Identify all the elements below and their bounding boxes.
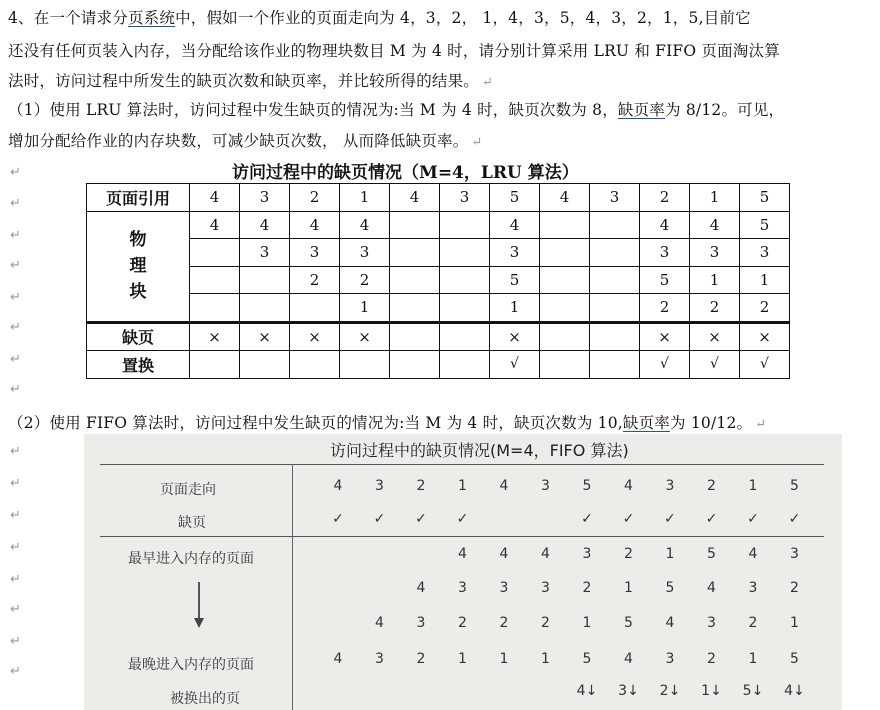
- question-line-2: 还没有任何页装入内存，当分配给该作业的物理块数目 M 为 4 时，请分别计算采用 LRU 和 FIFO 页面淘汰算: [8, 42, 780, 60]
- return-mark: ↵: [10, 602, 21, 617]
- fifo-page-cell: 5: [582, 478, 592, 494]
- fifo-memory-cell: 1: [582, 615, 592, 631]
- fifo-memory-cell: 5: [582, 651, 592, 667]
- return-mark: ↵: [10, 352, 21, 367]
- fifo-memory-cell: 4: [375, 615, 384, 631]
- return-mark: ↵: [10, 508, 21, 523]
- fifo-memory-cell: 3: [665, 651, 675, 667]
- fifo-memory-cell: 1: [748, 651, 758, 667]
- lru-fault-label: 缺页: [87, 322, 190, 351]
- lru-replace-cell: √: [490, 351, 540, 379]
- lru-block-cell: 1: [490, 294, 540, 323]
- lru-fault-cell: ×: [640, 322, 690, 351]
- lru-block-cell: 1: [690, 266, 740, 294]
- lru-block-cell: 3: [740, 239, 790, 267]
- fifo-memory-cell: 4: [458, 546, 467, 562]
- fifo-memory-cell: 1: [499, 651, 509, 667]
- fifo-memory-cell: 1: [790, 615, 799, 631]
- return-mark: ↵: [10, 664, 21, 679]
- lru-replace-cell: [590, 351, 640, 379]
- fifo-evicted-cell: 3↓: [618, 683, 639, 699]
- fifo-fault-cell: ✓: [332, 511, 344, 527]
- fifo-page-cell: 4: [333, 478, 343, 494]
- lru-block-cell: [540, 294, 590, 323]
- lru-replace-cell: [240, 351, 290, 379]
- lru-block-cell: 5: [740, 211, 790, 239]
- lru-block-cell: 4: [640, 211, 690, 239]
- lru-block-cell: 4: [290, 211, 340, 239]
- fifo-memory-cell: 3: [790, 546, 799, 562]
- lru-answer-line-1: [8, 98, 784, 120]
- lru-block-cell: [440, 211, 490, 239]
- return-mark: ↵: [10, 228, 21, 243]
- fifo-page-cell: 1: [458, 478, 467, 494]
- fifo-memory-cell: 1: [458, 651, 467, 667]
- lru-ref-cell: 3: [240, 184, 290, 212]
- fifo-memory-cell: 2: [541, 615, 550, 631]
- fifo-memory-cell: 3: [748, 580, 758, 596]
- table-rule: [100, 464, 824, 465]
- return-mark: ↵: [10, 196, 21, 211]
- lru-fault-row: [87, 322, 790, 351]
- fifo-memory-cell: 2: [458, 615, 467, 631]
- return-mark: ↵: [10, 476, 21, 491]
- fifo-row-label-earliest: 最早进入内存的页面: [128, 551, 254, 567]
- fifo-memory-cell: 2: [416, 651, 426, 667]
- lru-block-cell: [440, 294, 490, 323]
- return-mark: ↵: [10, 290, 21, 305]
- table-rule: [292, 464, 293, 710]
- lru-block-cell: [190, 239, 240, 267]
- fifo-fault-cell: ✓: [373, 511, 386, 527]
- lru-ref-cell: 5: [490, 184, 540, 212]
- lru-block-cell: [540, 211, 590, 239]
- lru-block-row: [87, 239, 790, 267]
- lru-block-cell: [590, 211, 640, 239]
- question-text: 4、在一个请求分: [8, 9, 128, 27]
- fifo-row-label-latest: 最晚进入内存的页面: [128, 657, 254, 673]
- lru-replace-cell: [340, 351, 390, 379]
- fifo-answer-line: [8, 411, 766, 433]
- fifo-memory-cell: 5: [624, 615, 633, 631]
- fifo-memory-cell: 4: [333, 651, 343, 667]
- question-text: 法时，访问过程中所发生的缺页次数和缺页率，并比较所得的结果。: [8, 72, 480, 90]
- lru-block-cell: [590, 294, 640, 323]
- fifo-memory-cell: 3: [541, 580, 550, 596]
- fifo-evicted-cell: 1↓: [701, 683, 722, 699]
- fifo-memory-cell: 3: [707, 615, 716, 631]
- lru-block-cell: [290, 294, 340, 323]
- lru-fault-cell: ×: [490, 322, 540, 351]
- lru-replace-cell: √: [740, 351, 790, 379]
- fifo-memory-cell: 4: [541, 546, 550, 562]
- question-line-1: [8, 6, 751, 28]
- lru-block-cell: [240, 266, 290, 294]
- answer-text: （1）使用 LRU 算法时，访问过程中发生缺页的情况为:当 M 为 4 时，缺页次数为 8，: [8, 101, 618, 119]
- lru-fault-cell: ×: [240, 322, 290, 351]
- lru-ref-cell: 3: [440, 184, 490, 212]
- lru-block-cell: 1: [740, 266, 790, 294]
- lru-replace-label: 置换: [87, 351, 190, 379]
- lru-replace-row: [87, 351, 790, 379]
- lru-block-cell: 4: [690, 211, 740, 239]
- return-mark: ↵: [10, 444, 21, 459]
- answer-text: 为 10/12。: [670, 414, 753, 432]
- lru-block-cell: 3: [290, 239, 340, 267]
- fifo-memory-cell: 5: [790, 651, 799, 667]
- fifo-memory-cell: 4: [624, 651, 633, 667]
- fifo-memory-cell: 3: [582, 546, 592, 562]
- fifo-memory-cell: 1: [665, 546, 675, 562]
- fifo-evicted-cell: 2↓: [659, 683, 681, 699]
- lru-block-label-char: 物: [129, 230, 147, 250]
- lru-block-cell: [540, 266, 590, 294]
- lru-table: [86, 183, 790, 379]
- lru-block-cell: 4: [490, 211, 540, 239]
- lru-answer-line-2: [8, 129, 483, 151]
- fifo-page-cell: 1: [748, 478, 758, 494]
- fifo-table-image: [84, 434, 842, 710]
- fifo-evicted-cell: 4↓: [576, 683, 598, 699]
- lru-fault-cell: ×: [690, 322, 740, 351]
- fifo-memory-cell: 1: [624, 580, 633, 596]
- lru-block-cell: [540, 239, 590, 267]
- lru-block-label: [87, 211, 190, 322]
- lru-block-cell: [440, 266, 490, 294]
- fifo-fault-cell: ✓: [581, 511, 593, 527]
- fifo-memory-cell: 4: [707, 580, 716, 596]
- fifo-table-title: 访问过程中的缺页情况(M=4，FIFO 算法): [330, 441, 629, 460]
- answer-text: 增加分配给作业的内存块数，可减少缺页次数， 从而降低缺页率。: [8, 132, 469, 150]
- fifo-memory-cell: 2: [624, 546, 633, 562]
- lru-block-cell: [240, 294, 290, 323]
- fifo-fault-cell: ✓: [622, 511, 635, 527]
- fifo-memory-cell: 2: [707, 651, 716, 667]
- fifo-row-label-fault: 缺页: [178, 515, 206, 531]
- fifo-memory-cell: 5: [707, 546, 716, 562]
- lru-ref-cell: 4: [540, 184, 590, 212]
- lru-fault-cell: [390, 322, 440, 351]
- fifo-fault-cell: ✓: [415, 511, 427, 527]
- lru-ref-cell: 2: [290, 184, 340, 212]
- answer-text: 为 8/12。可见，: [665, 101, 785, 119]
- return-mark: ↵: [10, 320, 21, 335]
- return-mark: ↵: [10, 382, 21, 397]
- fifo-memory-cell: 2: [582, 580, 592, 596]
- fault-rate-link[interactable]: 缺页率: [617, 101, 666, 119]
- return-mark: ↵: [471, 135, 483, 150]
- lru-fault-cell: [540, 322, 590, 351]
- fifo-page-cell: 4: [624, 478, 633, 494]
- fault-rate-link[interactable]: 缺页率: [622, 414, 671, 432]
- fifo-memory-cell: 2: [790, 580, 799, 596]
- return-mark: ↵: [10, 540, 21, 555]
- lru-block-cell: [190, 294, 240, 323]
- lru-ref-row: [87, 184, 790, 212]
- lru-block-cell: 3: [690, 239, 740, 267]
- lru-block-cell: [590, 239, 640, 267]
- fifo-memory-cell: 5: [665, 580, 675, 596]
- lru-block-label-char: 理: [129, 256, 147, 276]
- return-mark: ↵: [10, 634, 21, 649]
- fifo-page-cell: 4: [499, 478, 509, 494]
- return-mark: ↵: [10, 572, 21, 587]
- fifo-fault-cell: ✓: [747, 511, 759, 527]
- fifo-evicted-cell: 4↓: [784, 683, 805, 699]
- lru-block-cell: [440, 239, 490, 267]
- lru-block-cell: 4: [190, 211, 240, 239]
- fifo-page-cell: 3: [665, 478, 675, 494]
- lru-replace-cell: [290, 351, 340, 379]
- lru-block-cell: 3: [340, 239, 390, 267]
- lru-block-cell: 3: [640, 239, 690, 267]
- page-system-link[interactable]: 页系统: [127, 9, 176, 27]
- down-arrow-icon: [192, 582, 206, 634]
- lru-block-cell: [390, 239, 440, 267]
- return-mark: ↵: [755, 417, 767, 432]
- lru-block-cell: 2: [640, 294, 690, 323]
- lru-block-row: [87, 266, 790, 294]
- return-mark: ↵: [482, 75, 494, 90]
- fifo-memory-cell: 3: [416, 615, 426, 631]
- lru-ref-cell: 3: [590, 184, 640, 212]
- lru-fault-cell: ×: [190, 322, 240, 351]
- fifo-memory-cell: 4: [665, 615, 675, 631]
- lru-block-cell: [390, 266, 440, 294]
- lru-fault-cell: ×: [340, 322, 390, 351]
- fifo-evicted-cell: 5↓: [742, 683, 764, 699]
- fifo-page-cell: 3: [375, 478, 384, 494]
- fifo-memory-cell: 1: [541, 651, 550, 667]
- fifo-fault-cell: ✓: [788, 511, 801, 527]
- lru-block-cell: 2: [740, 294, 790, 323]
- fifo-memory-cell: 2: [499, 615, 509, 631]
- lru-replace-cell: [440, 351, 490, 379]
- lru-block-row: [87, 211, 790, 239]
- question-text: 中，假如一个作业的页面走向为 4，3，2， 1，4，3，5，4，3，2，1，5,目前它: [175, 9, 751, 27]
- lru-block-cell: [390, 294, 440, 323]
- fifo-page-cell: 3: [541, 478, 550, 494]
- lru-block-label-char: 块: [129, 282, 147, 302]
- lru-ref-cell: 5: [740, 184, 790, 212]
- lru-table-title: 访问过程中的缺页情况（M=4，LRU 算法）: [232, 163, 579, 183]
- fifo-fault-cell: ✓: [456, 511, 469, 527]
- fifo-fault-cell: ✓: [664, 511, 676, 527]
- fifo-page-cell: 2: [707, 478, 716, 494]
- lru-block-cell: 2: [340, 266, 390, 294]
- lru-replace-cell: [190, 351, 240, 379]
- lru-replace-cell: √: [690, 351, 740, 379]
- lru-fault-cell: [590, 322, 640, 351]
- lru-block-cell: [390, 211, 440, 239]
- fifo-memory-cell: 4: [416, 580, 426, 596]
- lru-block-row: [87, 294, 790, 323]
- lru-block-cell: 4: [340, 211, 390, 239]
- fifo-page-cell: 5: [790, 478, 799, 494]
- answer-text: （2）使用 FIFO 算法时，访问过程中发生缺页的情况为:当 M 为 4 时，缺页次数为 10,: [8, 414, 623, 432]
- lru-block-cell: 2: [690, 294, 740, 323]
- lru-ref-cell: 1: [340, 184, 390, 212]
- lru-block-cell: 2: [290, 266, 340, 294]
- fifo-memory-cell: 4: [748, 546, 758, 562]
- fifo-row-label-page: 页面走向: [160, 482, 216, 498]
- return-mark: ↵: [10, 165, 21, 180]
- lru-replace-cell: [390, 351, 440, 379]
- fifo-row-label-evicted: 被换出的页: [170, 691, 240, 707]
- lru-ref-cell: 2: [640, 184, 690, 212]
- lru-ref-cell: 4: [190, 184, 240, 212]
- fifo-memory-cell: 2: [748, 615, 758, 631]
- lru-block-cell: 3: [490, 239, 540, 267]
- fifo-memory-cell: 3: [458, 580, 467, 596]
- lru-replace-cell: [540, 351, 590, 379]
- lru-block-cell: [590, 266, 640, 294]
- lru-fault-cell: [440, 322, 490, 351]
- fifo-fault-cell: ✓: [705, 511, 718, 527]
- lru-fault-cell: ×: [740, 322, 790, 351]
- lru-block-cell: 3: [240, 239, 290, 267]
- lru-block-cell: [190, 266, 240, 294]
- lru-ref-cell: 4: [390, 184, 440, 212]
- lru-fault-cell: ×: [290, 322, 340, 351]
- fifo-memory-cell: 3: [499, 580, 509, 596]
- lru-block-cell: 4: [240, 211, 290, 239]
- lru-replace-cell: √: [640, 351, 690, 379]
- fifo-page-cell: 2: [416, 478, 426, 494]
- lru-block-cell: 1: [340, 294, 390, 323]
- fifo-memory-cell: 3: [375, 651, 384, 667]
- lru-block-cell: 5: [640, 266, 690, 294]
- table-rule: [100, 536, 824, 537]
- lru-block-cell: 5: [490, 266, 540, 294]
- lru-ref-label: 页面引用: [87, 184, 190, 212]
- return-mark: ↵: [10, 258, 21, 273]
- lru-ref-cell: 1: [690, 184, 740, 212]
- question-line-3: [8, 69, 493, 91]
- fifo-memory-cell: 4: [499, 546, 509, 562]
